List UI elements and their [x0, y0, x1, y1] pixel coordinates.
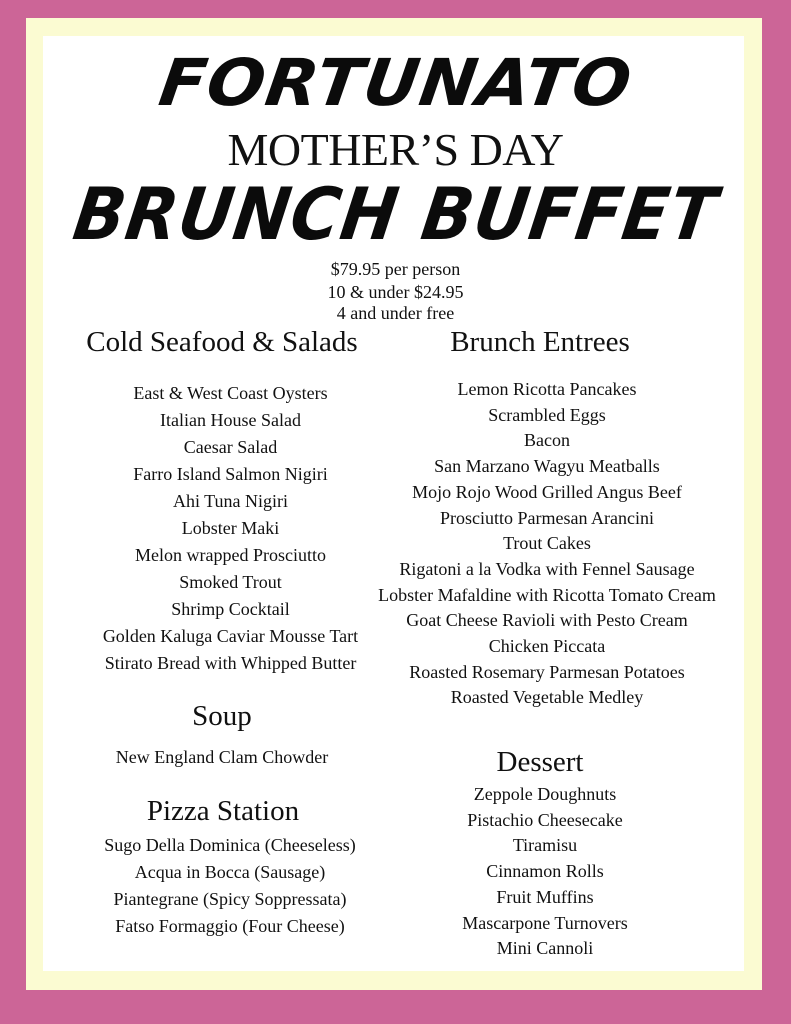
menu-item: Trout Cakes: [503, 533, 591, 554]
menu-item: Mojo Rojo Wood Grilled Angus Beef: [412, 481, 682, 502]
restaurant-name: FORTUNATO: [154, 46, 637, 122]
section-title-dessert: Dessert: [496, 746, 584, 778]
menu-item: Chicken Piccata: [488, 636, 606, 657]
menu-item: Mini Cannoli: [496, 938, 594, 959]
section-title-pizza-station: Pizza Station: [146, 795, 300, 827]
menu-item: Goat Cheese Ravioli with Pesto Cream: [406, 610, 688, 631]
menu-item: Cinnamon Rolls: [486, 861, 604, 882]
menu-item: Golden Kaluga Caviar Mousse Tart: [102, 626, 359, 646]
pizza-station-list: [80, 832, 380, 940]
menu-item: Smoked Trout: [179, 572, 282, 592]
menu-item: Acqua in Bocca (Sausage): [134, 862, 326, 882]
cold-seafood-list: [68, 380, 393, 677]
menu-item: Piantegrane (Spicy Soppressata): [113, 889, 347, 909]
menu-item: Scrambled Eggs: [488, 404, 606, 425]
menu-item: Fruit Muffins: [496, 886, 594, 907]
menu-item: Lobster Mafaldine with Ricotta Tomato Cream: [378, 584, 716, 605]
menu-title: BRUNCH BUFFET: [68, 172, 723, 256]
section-title-brunch-entrees: Brunch Entrees: [450, 326, 630, 358]
menu-item: Ahi Tuna Nigiri: [172, 491, 289, 511]
menu-item: Roasted Vegetable Medley: [450, 687, 644, 708]
menu-item: Pistachio Cheesecake: [467, 809, 623, 830]
brunch-entrees-list: [362, 377, 732, 711]
soup-list: [80, 744, 364, 771]
menu-item: Roasted Rosemary Parmesan Potatoes: [409, 661, 685, 682]
menu-item: Tiramisu: [512, 835, 578, 856]
menu-item: Bacon: [524, 430, 570, 451]
menu-item: Shrimp Cocktail: [171, 599, 290, 619]
menu-item: Lemon Ricotta Pancakes: [457, 379, 637, 399]
menu-item: Rigatoni a la Vodka with Fennel Sausage: [399, 558, 695, 579]
menu-item: Stirato Bread with Whipped Butter: [104, 653, 357, 673]
menu-item: Sugo Della Dominica (Cheeseless): [104, 835, 356, 855]
menu-item: East & West Coast Oysters: [133, 383, 328, 403]
dessert-list: [440, 782, 650, 962]
menu-item: Mascarpone Turnovers: [462, 912, 628, 933]
section-title-cold-seafood: Cold Seafood & Salads: [86, 326, 358, 358]
price-toddler: 4 and under free: [336, 303, 455, 323]
menu-item: Prosciutto Parmesan Arancini: [440, 507, 654, 528]
menu-item: Zeppole Doughnuts: [473, 784, 617, 804]
menu-item: Italian House Salad: [160, 410, 301, 430]
section-title-soup: Soup: [192, 700, 252, 732]
menu-item: Lobster Maki: [181, 518, 280, 538]
menu-item: Caesar Salad: [183, 437, 278, 457]
menu-item: Farro Island Salmon Nigiri: [133, 464, 328, 484]
menu-item: Melon wrapped Prosciutto: [135, 545, 326, 565]
menu-item: Fatso Formaggio (Four Cheese): [115, 916, 345, 936]
price-child: 10 & under $24.95: [327, 282, 464, 302]
price-adult: $79.95 per person: [330, 259, 461, 279]
occasion-subtitle: MOTHER’S DAY: [227, 124, 564, 175]
menu-item: San Marzano Wagyu Meatballs: [434, 456, 660, 477]
menu-item: New England Clam Chowder: [115, 747, 329, 767]
